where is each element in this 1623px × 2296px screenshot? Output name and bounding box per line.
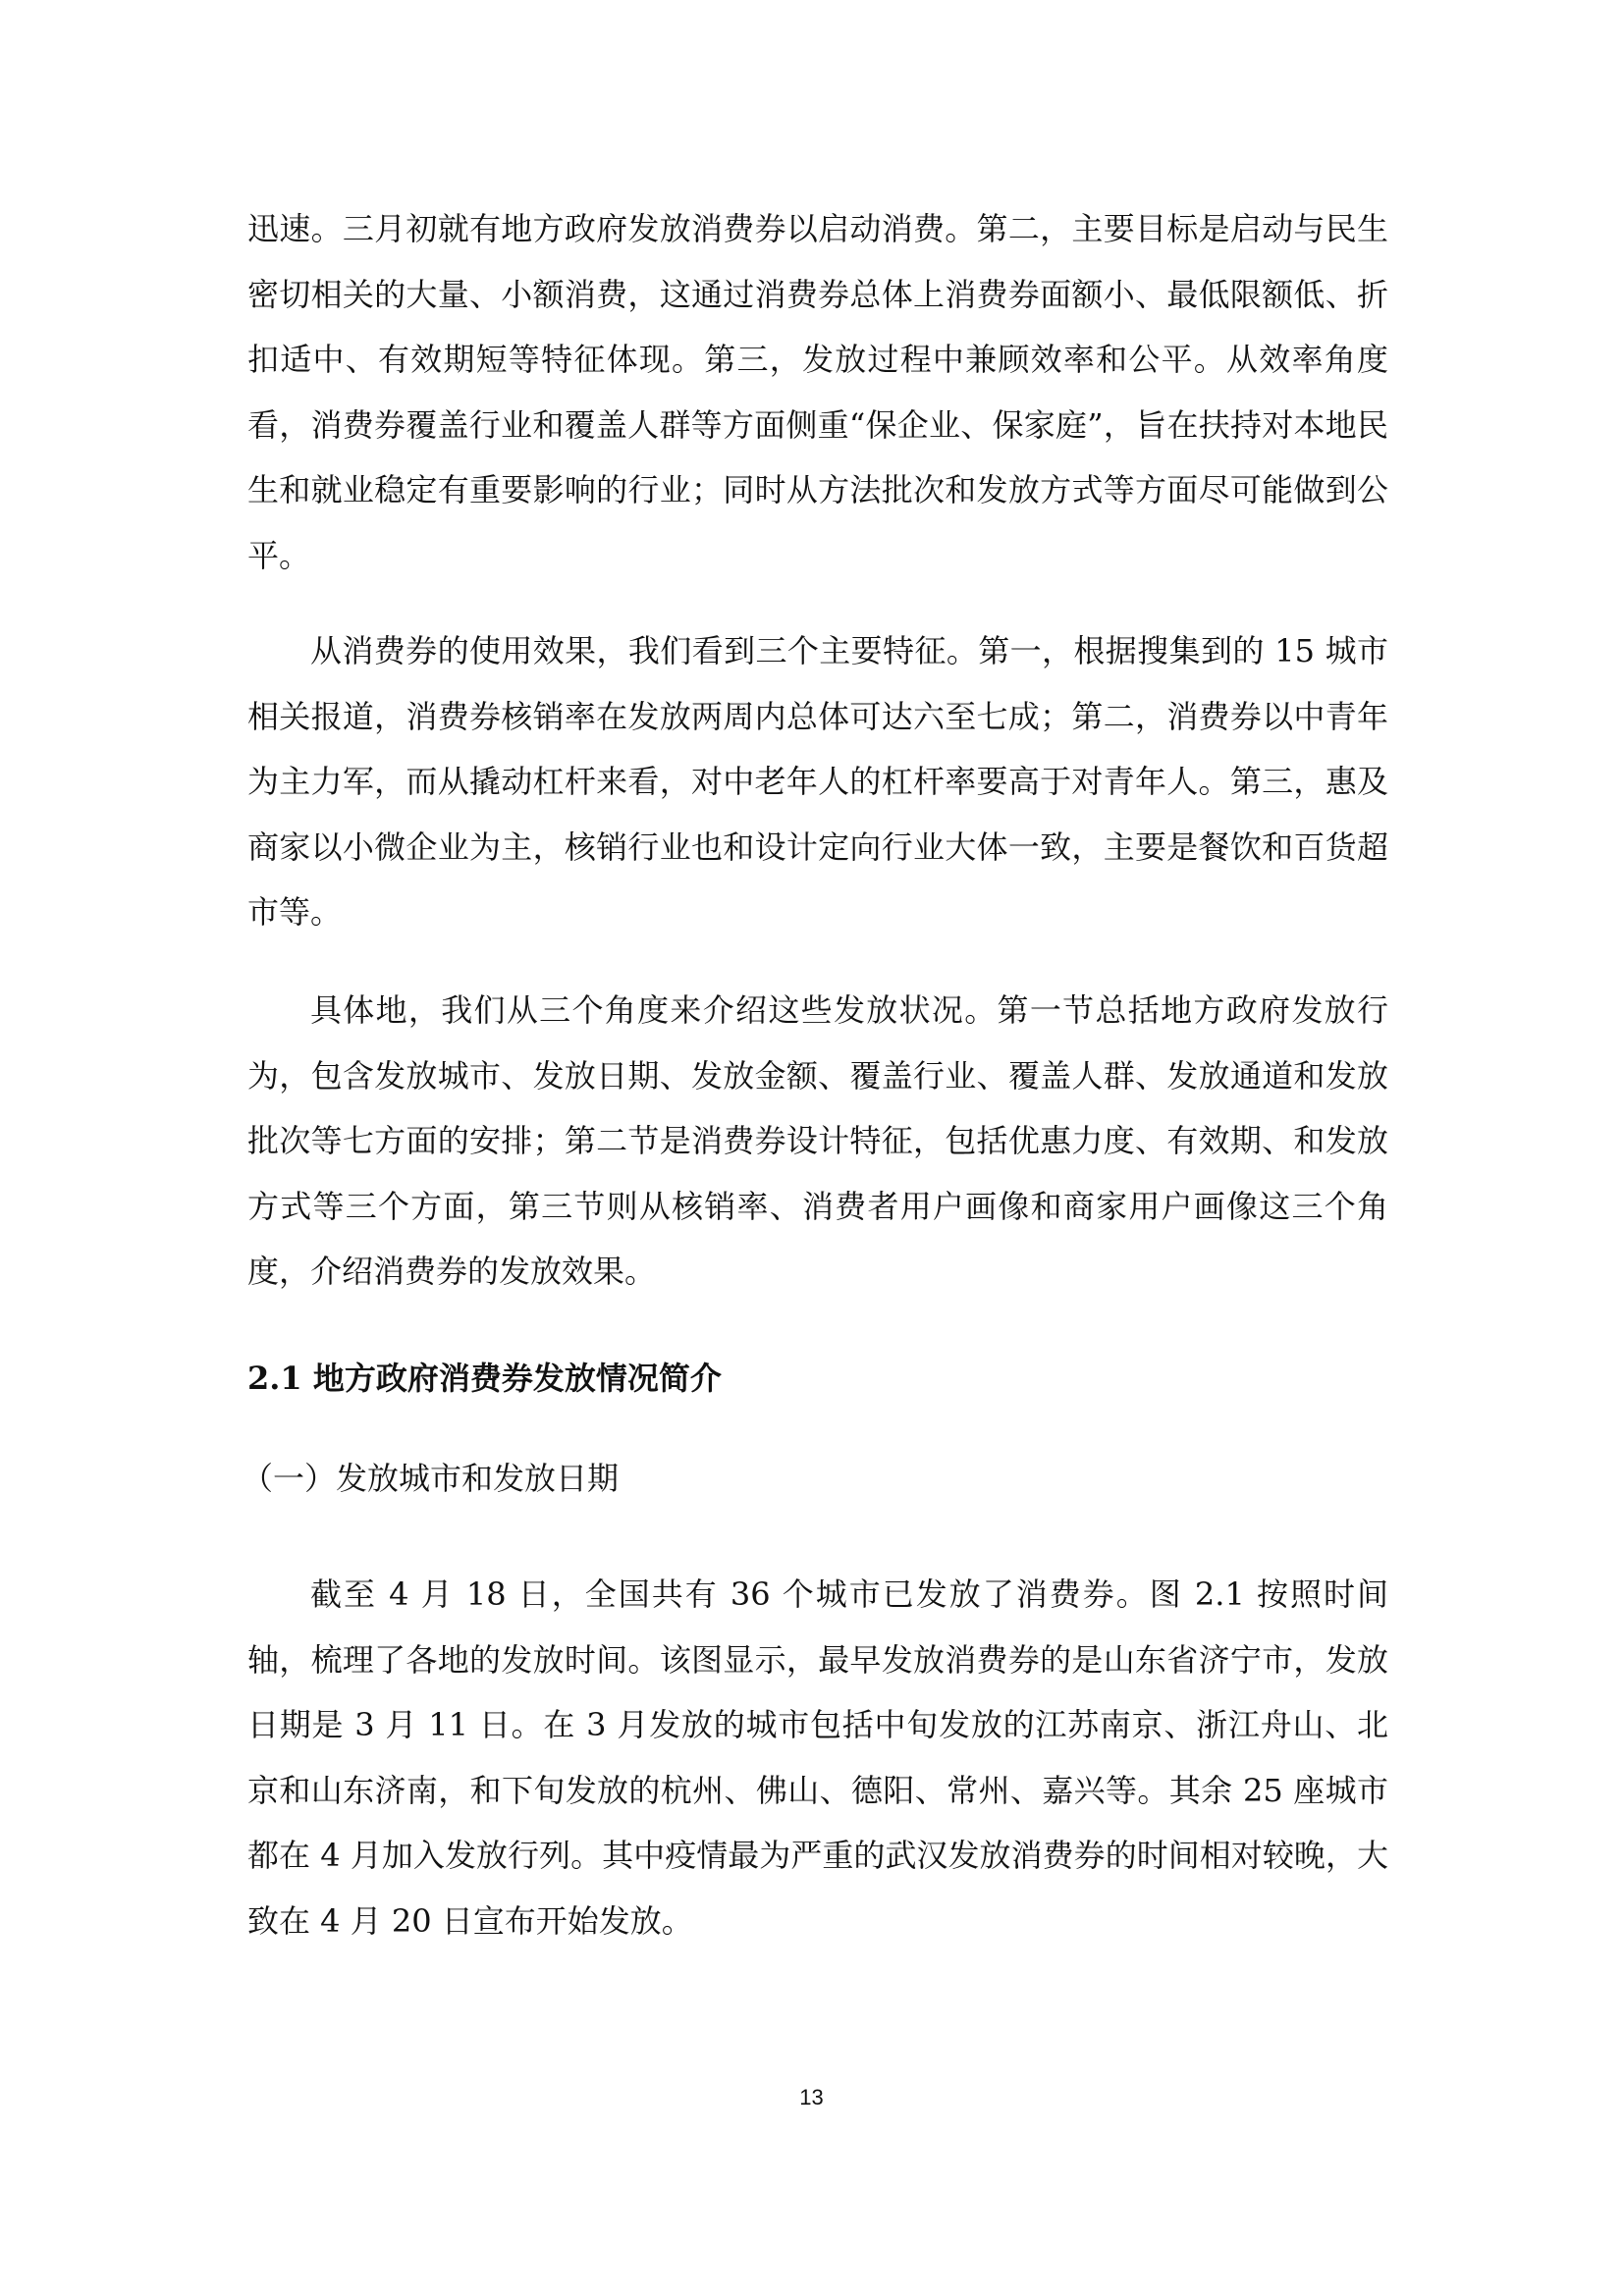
paragraph-section-overview: 具体地，我们从三个角度来介绍这些发放状况。第一节总括地方政府发放行为，包含发放城市、发放日期、发放金额、覆盖行业、覆盖人群、发放通道和发放批次等七方面的安排；第二节是消费券设计特征，包括优惠力度、有效期、和发放方式等三个方面，第三节则从核销率、消费者用户画像和商家用户画像这三个角度，介绍消费券的发放效果。 — [247, 991, 1388, 1290]
section-heading: 2.1 地方政府消费券发放情况简介 — [247, 1360, 722, 1397]
paragraph-cities-dates: 截至 4 月 18 日，全国共有 36 个城市已发放了消费券。图 2.1 按照时间轴，梳理了各地的发放时间。该图显示，最早发放消费券的是山东省济宁市，发放日期是 3 月 11 日。在 3 月发放的城市包括中旬发放的江苏南京、浙江舟山、北京和山东济南，和下旬发放的杭州、佛山、德阳、常州、嘉兴等。其余 25 座城市都在 4 月加入发放行列。其中疫情最为严重的武汉发放消费券的时间相对较晚，大致在 4 月 20 日宣布开始发放。 — [247, 1575, 1388, 1940]
page-number: 13 — [799, 2085, 824, 2109]
paragraph-usage-effects: 从消费券的使用效果，我们看到三个主要特征。第一，根据搜集到的 15 城市相关报道，消费券核销率在发放两周内总体可达六至七成；第二，消费券以中青年为主力军，而从撬动杠杆来看，对中老年人的杠杆率要高于对青年人。第三，惠及商家以小微企业为主，核销行业也和设计定向行业大体一致，主要是餐饮和百货超市等。 — [247, 632, 1388, 931]
subsection-heading: （一）发放城市和发放日期 — [242, 1460, 620, 1497]
paragraph-continuation: 迅速。三月初就有地方政府发放消费券以启动消费。第二，主要目标是启动与民生密切相关的大量、小额消费，这通过消费券总体上消费券面额小、最低限额低、折扣适中、有效期短等特征体现。第三，发放过程中兼顾效率和公平。从效率角度看，消费券覆盖行业和覆盖人群等方面侧重“保企业、保家庭”，旨在扶持对本地民生和就业稳定有重要影响的行业；同时从方法批次和发放方式等方面尽可能做到公平。 — [247, 210, 1388, 574]
